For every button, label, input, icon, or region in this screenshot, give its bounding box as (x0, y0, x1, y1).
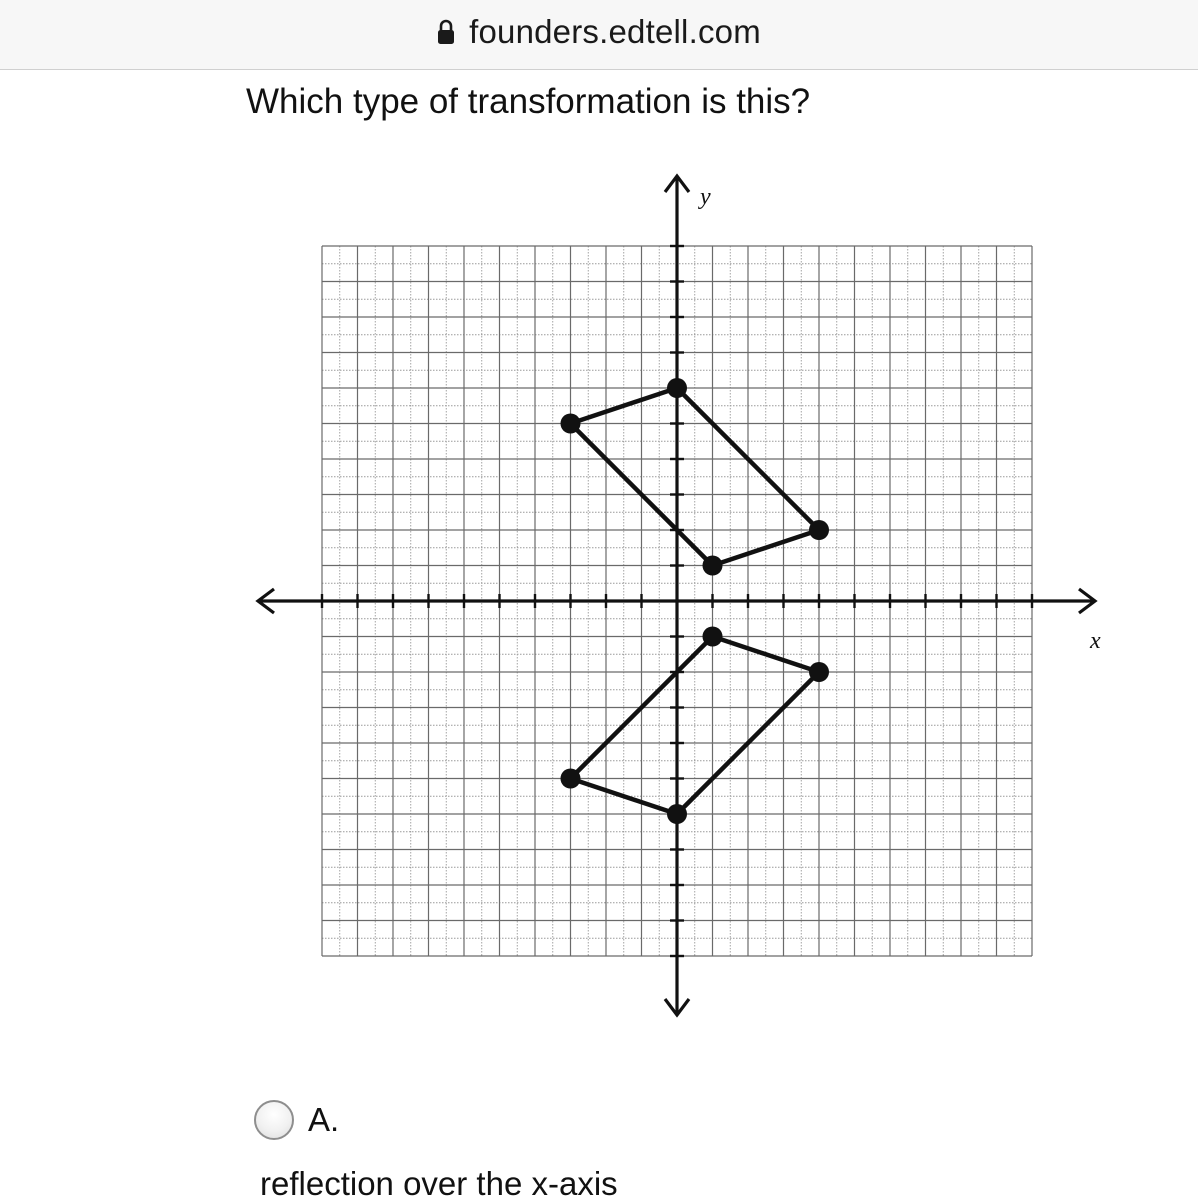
option-a-text: reflection over the x-axis (260, 1165, 618, 1202)
url-text: founders.edtell.com (469, 13, 761, 50)
point-a-prime (561, 414, 581, 434)
x-axis-label: x (1090, 628, 1101, 654)
point-b-prime (703, 556, 723, 576)
axes (258, 176, 1095, 1015)
url-display[interactable] (0, 10, 1198, 54)
coordinate-graph (240, 160, 1110, 1030)
point-c (809, 662, 829, 682)
point-b (703, 627, 723, 647)
point-d (667, 804, 687, 824)
point-c-prime (809, 520, 829, 540)
option-a[interactable] (254, 1100, 339, 1140)
option-a-radio[interactable] (254, 1100, 294, 1140)
point-d-prime (667, 378, 687, 398)
option-a-letter: A. (308, 1101, 340, 1138)
browser-address-bar (0, 0, 1198, 70)
question-text: Which type of transformation is this? (246, 82, 811, 121)
y-axis-label: y (700, 184, 711, 210)
point-a (561, 769, 581, 789)
lock-icon (437, 19, 455, 45)
